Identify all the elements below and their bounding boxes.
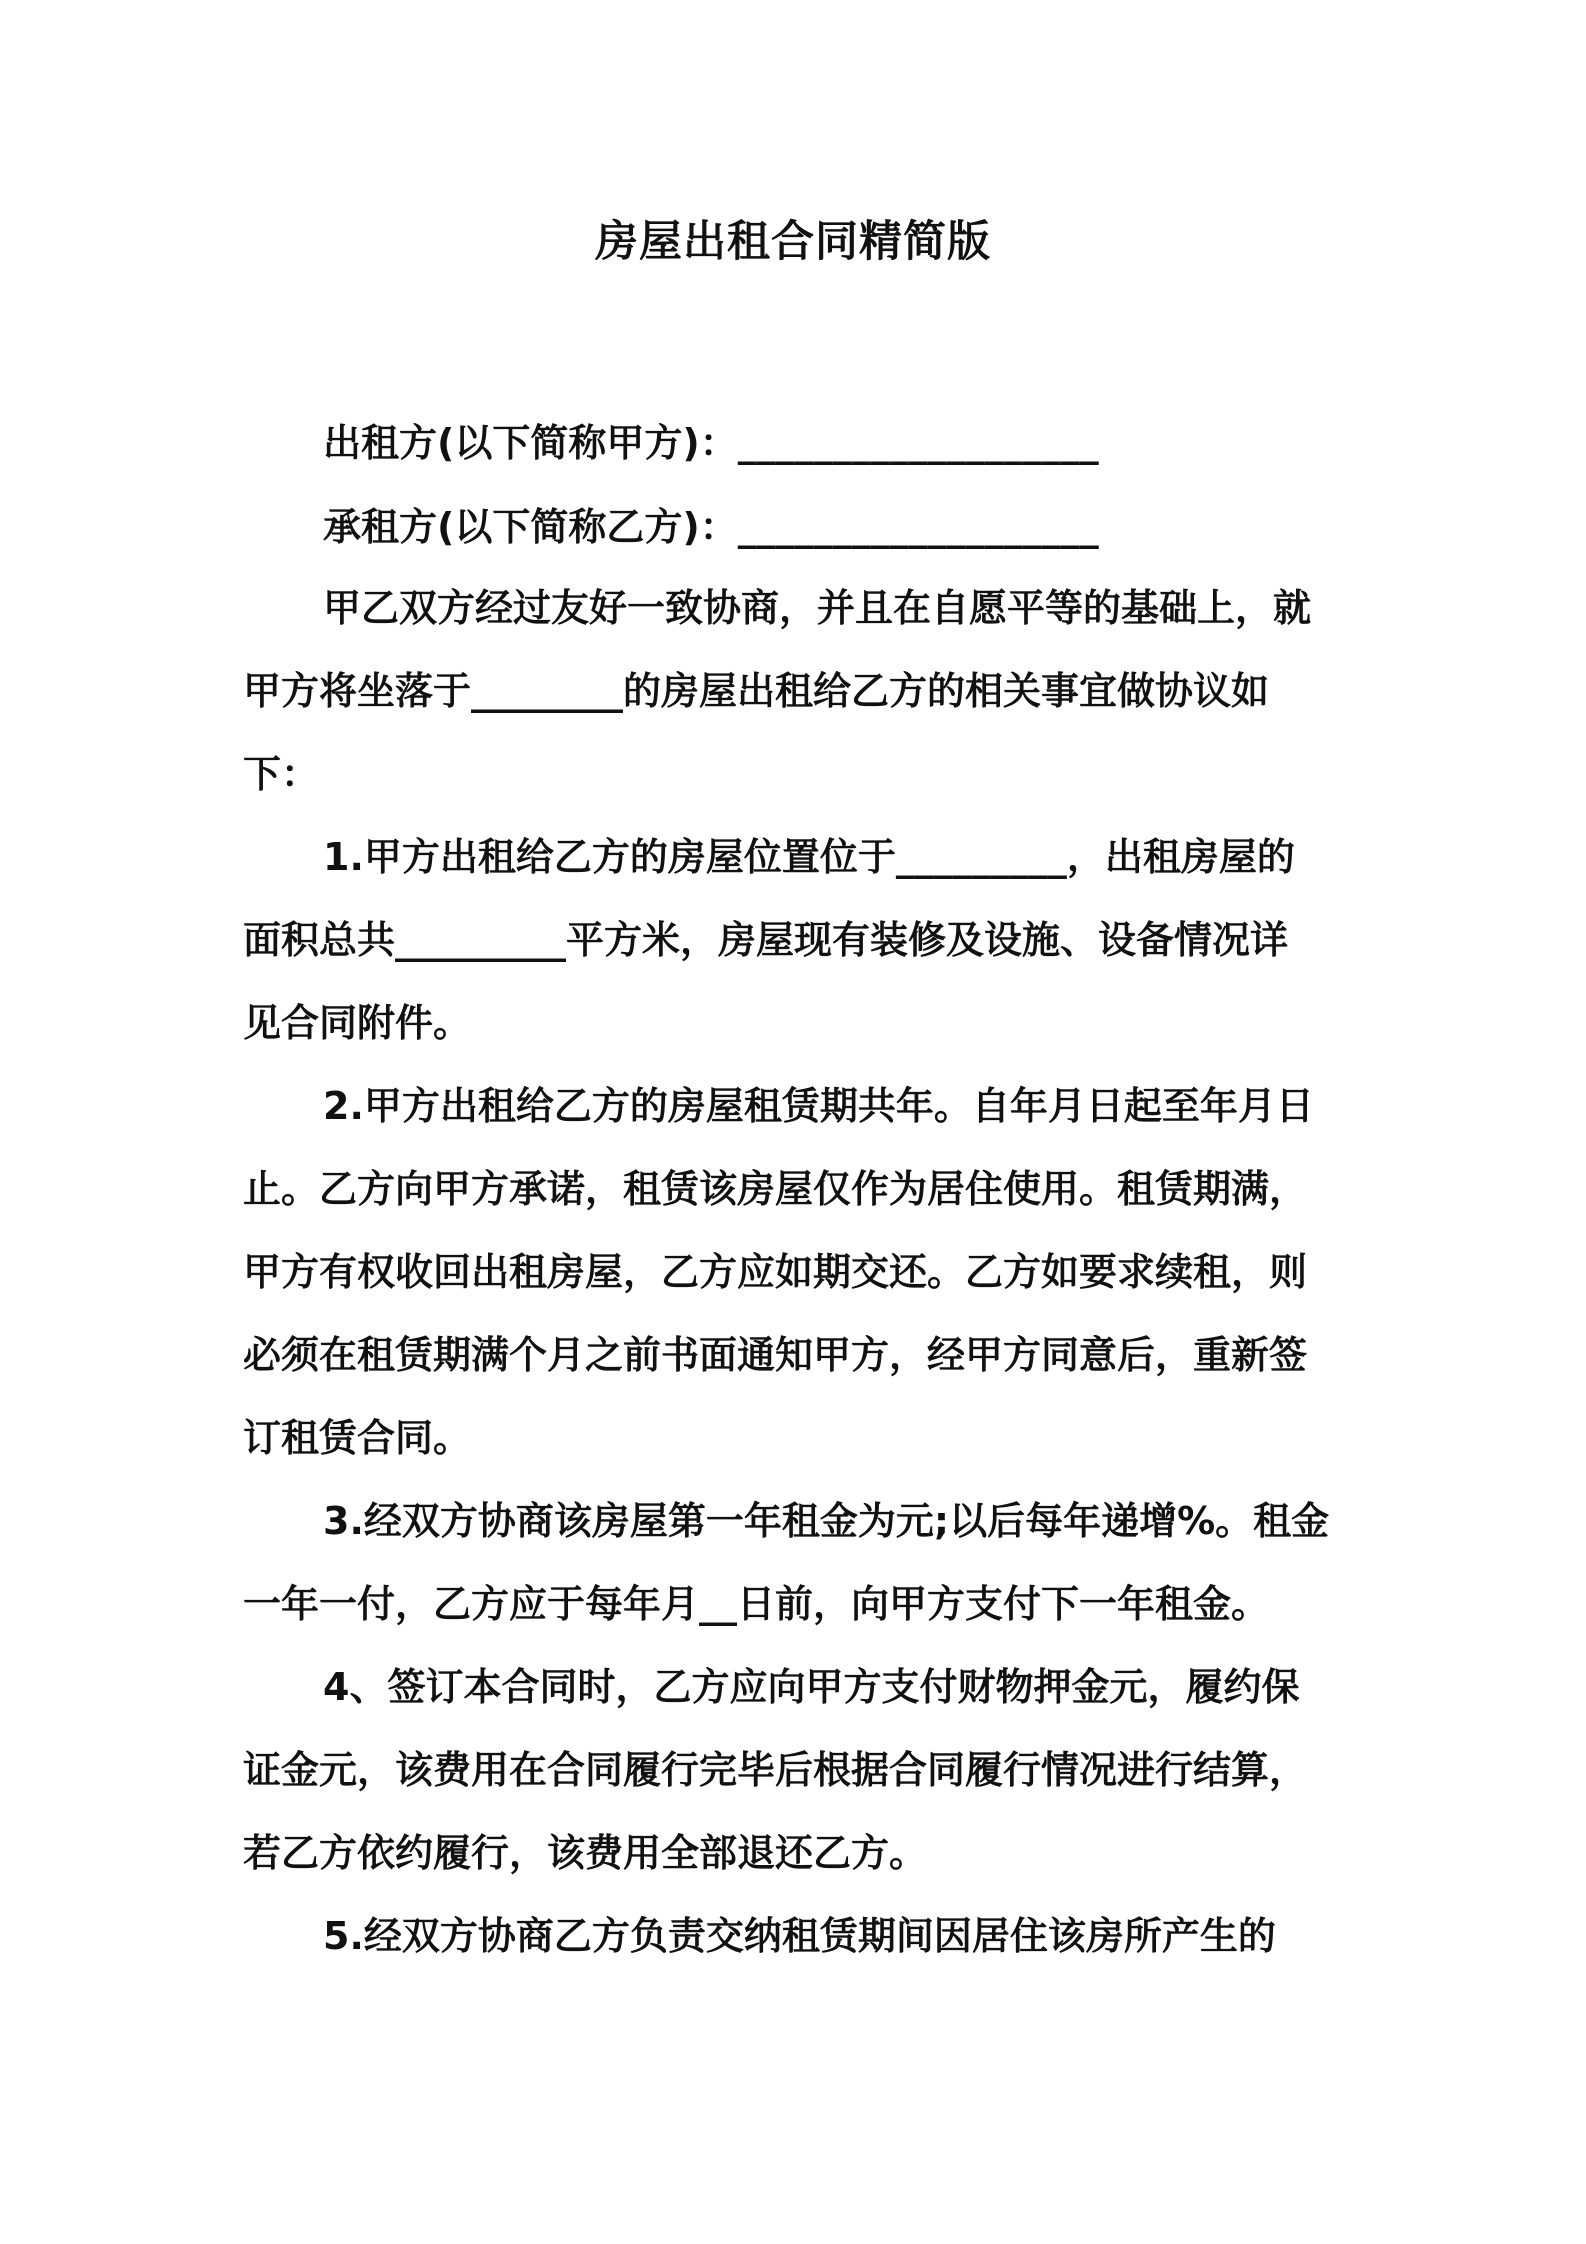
- clause-3-line-2: 一年一付，乙方应于每年月__日前，向甲方支付下一年租金。: [243, 1582, 1270, 1626]
- preamble-line-1: 甲乙双方经过友好一致协商，并且在自愿平等的基础上，就: [323, 586, 1312, 630]
- clause-1-line-2: 面积总共_________平方米，房屋现有装修及设施、设备情况详: [243, 918, 1289, 962]
- clause-2-line-1: 2.甲方出租给乙方的房屋租赁期共年。自年月日起至年月日: [323, 1084, 1314, 1128]
- clause-4-line-2: 证金元，该费用在合同履行完毕后根据合同履行情况进行结算，: [243, 1748, 1308, 1792]
- preamble-line-3: 下：: [243, 752, 320, 796]
- clause-1-line-3: 见合同附件。: [243, 1001, 472, 1045]
- document-title: 房屋出租合同精简版: [595, 217, 991, 267]
- lessee-line: 承租方(以下简称乙方)：___________________: [323, 505, 1099, 549]
- clause-1-line-1: 1.甲方出租给乙方的房屋位置位于_________，出租房屋的: [323, 835, 1295, 879]
- clause-2-line-2: 止。乙方向甲方承诺，租赁该房屋仅作为居住使用。租赁期满，: [243, 1167, 1308, 1211]
- lessor-line: 出租方(以下简称甲方)：___________________: [323, 421, 1099, 465]
- clause-3-line-1: 3.经双方协商该房屋第一年租金为元;以后每年递增%。租金: [323, 1499, 1330, 1543]
- clause-2-line-4: 必须在租赁期满个月之前书面通知甲方，经甲方同意后，重新签: [243, 1333, 1308, 1377]
- clause-4-line-3: 若乙方依约履行，该费用全部退还乙方。: [243, 1831, 928, 1875]
- clause-5-line-1: 5.经双方协商乙方负责交纳租赁期间因居住该房所产生的: [323, 1914, 1276, 1958]
- clause-4-line-1: 4、签订本合同时，乙方应向甲方支付财物押金元，履约保: [323, 1665, 1300, 1709]
- preamble-line-2: 甲方将坐落于________的房屋出租给乙方的相关事宜做协议如: [243, 669, 1270, 713]
- clause-2-line-3: 甲方有权收回出租房屋，乙方应如期交还。乙方如要求续租，则: [243, 1250, 1308, 1294]
- clause-2-line-5: 订租赁合同。: [243, 1416, 472, 1460]
